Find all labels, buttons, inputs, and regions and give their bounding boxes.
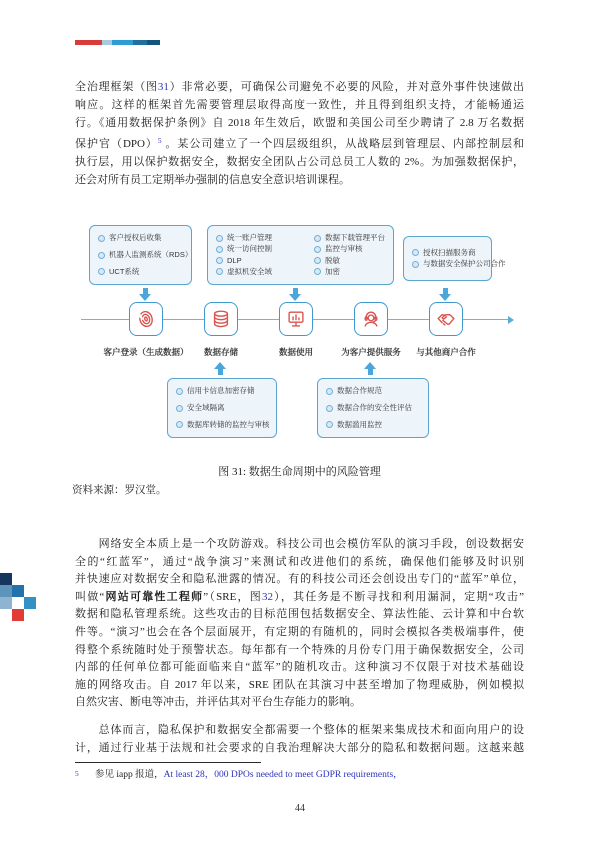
deco-square [0,573,12,585]
text-line [95,769,403,782]
hyperlink[interactable]: At least 28，000 DPOs needed to meet GDPR requirements， [163,770,403,780]
list-item-label: 虚拟机安全域 [227,266,272,276]
text-segment: 全治理框架（图 [75,81,158,93]
logo-bar-segment [147,40,160,45]
list-item-label: 授权扫描服务商 [423,247,476,257]
footnote-marker: 5 [75,769,79,778]
text-line [75,606,524,624]
bullet-icon [216,257,223,264]
list-item [176,404,268,412]
bullet-icon [216,246,223,253]
text-segment: 还会对所有员工定期举办强制的信息安全意识培训课程。 [75,174,350,186]
storage-safeguards-box [167,378,277,438]
list-item-label: 统一访问控制 [227,244,272,254]
list-item [176,387,268,395]
text-segment: 行。《通用数据保护条例》自 2018 年生效后，欧盟和美国公司至少聘请了 2.8 万名数据 [75,117,524,129]
timeline-arrowhead-icon [508,316,514,324]
figure-data-lifecycle-diagram [75,215,525,461]
text-segment: 叫做“ [75,590,105,603]
text-line [75,114,524,132]
down-arrow-icon [439,288,452,301]
list-item [314,257,385,265]
hyperlink[interactable]: 32 [261,590,273,603]
text-line [75,624,524,642]
text-segment: ”（SRE，图 [203,590,262,603]
bullet-icon [176,405,183,412]
logo-bar-segment [133,40,147,45]
list-item [314,245,385,253]
bullet-icon [314,257,321,264]
bullet-icon [216,235,223,242]
database-icon [204,302,238,336]
list-item-label: 信用卡信息加密存储 [187,386,255,395]
list-item [98,234,183,242]
text-segment: 执行层，用以保护数据安全，数据安全团队占公司总员工人数的 2%。为加强数据保护， [75,156,524,168]
stage-label-service: 为客户提供服务 [341,347,401,357]
footnote [75,769,535,782]
cooperation-safeguards-box [317,378,429,438]
bullet-icon [326,405,333,412]
logo-bar-segment [102,40,112,45]
support-agent-icon [354,302,388,336]
down-arrow-icon [139,288,152,301]
footnote-ref-link[interactable]: 5 [157,136,162,145]
text-line [75,659,524,677]
bullet-icon [412,261,419,268]
list-item-label: 机器人监测系统（RDS） [109,249,193,259]
deco-square [24,597,36,609]
list-item-label: 数据库转储的监控与审核 [187,419,270,429]
stage-label-login: 客户登录（生成数据） [103,347,189,357]
text-segment: 全的“红蓝军”，通过“战争演习”来测试和改进他们的系统，确保他们能够及时识别 [75,555,524,568]
text-segment: ）非常必要，可确保公司避免不必要的风险，并对意外事件快速做出 [168,81,525,93]
text-segment: 自然灾害、断电等冲击，并评估其对平台生存能力的影响。 [75,696,361,709]
up-arrow-icon [214,362,227,375]
text-line [75,694,524,712]
text-line [75,536,524,554]
list-item [314,268,385,276]
list-item [412,259,506,269]
text-segment: 参见 iapp 报道， [95,770,164,780]
list-item-label: UCT系统 [109,266,140,276]
logo-bar [75,40,160,45]
list-item [216,257,272,265]
logo-bar-segment [75,40,102,45]
storage-use-controls-left [216,234,272,276]
list-item [326,404,420,412]
text-line [75,153,524,171]
collection-controls-box [89,225,192,285]
bullet-icon [176,421,183,428]
text-segment: 总体而言，隐私保护和数据安全都需要一个整体的框架来集成技术和面向用户的设 [75,724,524,736]
list-item [216,234,272,242]
paragraph-governance [75,78,524,189]
logo-bar-segment [112,40,133,45]
list-item [326,387,420,395]
list-item [98,249,193,259]
bullet-icon [98,252,105,259]
list-item [216,268,272,276]
list-item-label: 数据合作规范 [337,386,382,395]
figure-caption: 图 31: 数据生命周期中的风险管理 [218,466,381,478]
bullet-icon [314,268,321,275]
bullet-icon [98,235,105,242]
text-line [75,740,524,758]
list-item-label: DLP [227,255,242,265]
text-segment: 内部的任何单位都可能面临来自“蓝军”的随机攻击。这种演习不仅限于对技术基础设 [75,661,524,674]
monitor-chart-icon [279,302,313,336]
list-item-label: 统一账户管理 [227,233,272,242]
text-segment: 得整个系统随时处于预警状态。每年都有一个特殊的月份专门用于确保数据安全，公司 [75,643,524,656]
deco-square [0,585,12,597]
text-segment: 施的网络攻击。自 2017 年以来，SRE 团队在其演习中甚至增加了物理威胁，例如模拟 [75,678,524,691]
bullet-icon [98,268,105,275]
deco-square [0,597,12,609]
list-item-label: 数据合作的安全性评估 [337,402,412,412]
text-segment: 计，通过行业基于法规和社会要求的自我治理解决大部分的隐私和数据问题。这越来越 [75,741,524,754]
stage-label-storage: 数据存储 [203,347,239,357]
text-segment: 网络安全本质上是一个攻防游戏。科技公司也会模仿军队的演习手段，创设数据安 [75,538,524,550]
text-line [75,78,524,96]
partner-controls-box [403,236,506,281]
page-number: 44 [295,803,305,814]
paragraph-summary [75,722,524,757]
fingerprint-icon [129,302,163,336]
list-item [216,245,272,253]
text-segment: 保护官（DPO） [75,138,158,150]
deco-square [12,609,24,621]
list-item-label: 数据滥用监控 [337,419,382,429]
bullet-icon [176,388,183,395]
text-line [75,589,524,607]
text-line [75,722,524,740]
text-segment: 网站可靠性工程师 [104,590,204,603]
text-line [75,571,524,589]
text-line [75,171,524,189]
bullet-icon [326,388,333,395]
stage-label-use: 数据使用 [278,347,314,357]
hyperlink[interactable]: 31 [157,81,169,93]
list-item-label: 脱敏 [325,255,340,265]
bullet-icon [314,235,321,242]
bullet-icon [326,421,333,428]
text-segment: 并快速应对数据安全和隐私泄露的情况。有的科技公司还会创设出专门的“蓝军”单位， [75,573,524,586]
bullet-icon [412,249,419,256]
list-item-label: 加密 [325,266,340,276]
footnote-text [95,769,403,782]
text-line [75,96,524,114]
text-segment: 数据和隐私管理系统。这些攻击的目标范围包括数据安全、算法性能、云计算和中台软 [75,608,524,621]
down-arrow-icon [289,288,302,301]
text-segment: ），其任务是不断寻找和利用漏洞，定期“攻击” [272,590,525,603]
list-item-label: 与数据安全保护公司合作 [423,259,506,269]
text-line [75,642,524,660]
stage-label-partner: 与其他商户合作 [416,347,476,357]
list-item [412,249,483,257]
list-item-label: 安全域隔离 [187,402,225,412]
deco-square [12,585,24,597]
storage-use-controls-right [314,234,385,276]
text-line [75,132,524,153]
figure-source: 资料来源：罗汉堂。 [72,485,167,496]
text-segment: 。某公司建立了一个四层级组织，从战略层到管理层、内部控制层和 [161,138,524,150]
text-line [75,554,524,572]
footnote-rule [75,762,261,763]
list-item [314,234,385,242]
list-item [98,268,183,276]
up-arrow-icon [364,362,377,375]
page-edge-decoration [0,0,40,848]
list-item [176,421,268,429]
list-item-label: 监控与审核 [325,244,363,254]
list-item-label: 客户授权后收集 [109,233,162,242]
handshake-icon [429,302,463,336]
bullet-icon [314,246,321,253]
text-segment: 响应。这样的框架首先需要管理层取得高度一致性，并且得到组织支持，才能畅通运 [75,99,524,111]
text-segment: 件等。“演习”也会在各个层面展开，有定期的有随机的，同时会模拟各类极端事件，使 [75,625,524,638]
text-line [75,677,524,695]
list-item [326,421,420,429]
storage-use-controls-box [207,225,394,285]
bullet-icon [216,268,223,275]
list-item-label: 数据下载管理平台 [325,233,385,242]
paragraph-cybersecurity [75,536,524,712]
